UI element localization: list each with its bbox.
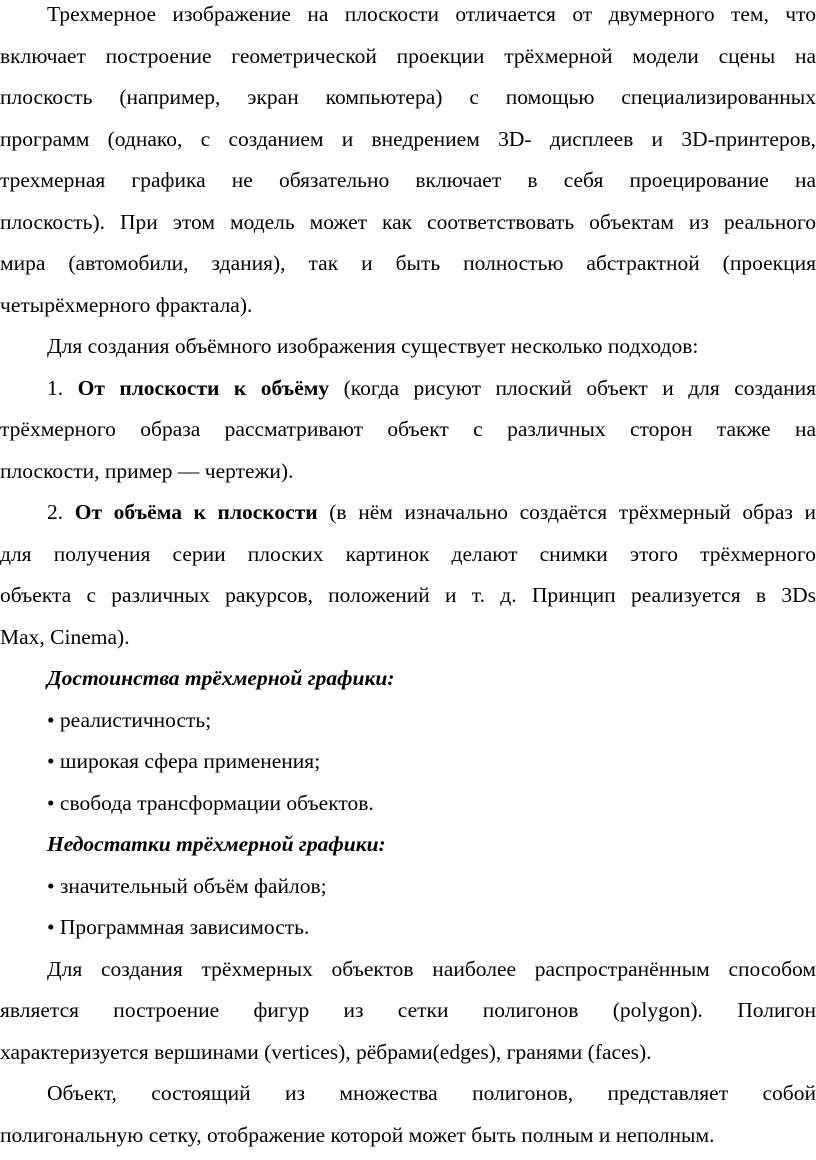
- text-line: Max, Cinema).: [0, 624, 130, 649]
- text-line: программ (однако, с созданием и внедрением 3D- дисплеев и 3D-принтеров,: [0, 126, 816, 151]
- text-line: плоскости, пример — чертежи).: [0, 458, 294, 483]
- disadvantages-heading: Недостатки трёхмерной графики:: [47, 832, 386, 856]
- disadvantage-item: • Программная зависимость.: [47, 915, 310, 939]
- list-item-1: [0, 368, 816, 493]
- item-number: 2.: [47, 500, 75, 524]
- advantage-item: • широкая сфера применения;: [47, 749, 321, 773]
- text-line: Объект, состоящий из множества полигонов, представляет собой: [47, 1081, 816, 1105]
- paragraph-approaches: Для создания объёмного изображения существует несколько подходов:: [47, 334, 699, 358]
- advantages-heading: Достоинства трёхмерной графики:: [47, 666, 395, 690]
- advantage-item: • реалистичность;: [47, 707, 212, 732]
- text-line: [0, 368, 816, 410]
- paragraph-mesh: [0, 1073, 816, 1156]
- text-line: трёхмерного образа рассматривают объект с различных сторон также на: [0, 417, 816, 441]
- paragraph-polygons: [0, 949, 816, 1074]
- text-line: плоскость (например, экран компьютера) с помощью специализированных: [0, 85, 816, 109]
- item-title: От объёма к плоскости: [74, 500, 318, 524]
- disadvantage-item: • значительный объём файлов;: [47, 873, 327, 898]
- text-line: для получения серии плоских картинок делают снимки этого трёхмерного: [0, 541, 816, 566]
- text-line: плоскость). При этом модель может как соответствовать объектам из реального: [0, 209, 816, 234]
- text-line: мира (автомобили, здания), так и быть полностью абстрактной (проекция: [0, 251, 816, 275]
- item-text: (когда рисуют плоский объект и для создания: [329, 375, 816, 400]
- paragraph-intro: [0, 0, 816, 326]
- text-line: Для создания трёхмерных объектов наиболее распространённым способом: [47, 956, 816, 981]
- item-number: 1.: [47, 375, 78, 400]
- item-text: (в нём изначально создаётся трёхмерный образ и: [317, 500, 816, 524]
- list-item-2: [0, 492, 816, 658]
- text-line: характеризуется вершинами (vertices), рёбрами(edges), гранями (faces).: [0, 1039, 652, 1064]
- text-line: объекта с различных ракурсов, положений и т. д. Принцип реализуется в 3Ds: [0, 583, 816, 607]
- text-line: четырёхмерного фрактала).: [0, 292, 253, 317]
- text-line: Трехмерное изображение на плоскости отличается от двумерного тем, что: [47, 2, 816, 26]
- item-title: От плоскости к объёму: [77, 375, 330, 400]
- text-line: является построение фигур из сетки полигонов (polygon). Полигон: [0, 998, 816, 1022]
- text-line: трехмерная графика не обязательно включает в себя проецирование на: [0, 168, 816, 192]
- text-line: [0, 492, 816, 534]
- text-line: включает построение геометрической проекции трёхмерной модели сцены на: [0, 43, 816, 68]
- text-line: полигональную сетку, отображение которой может быть полным и неполным.: [0, 1122, 715, 1147]
- advantage-item: • свобода трансформации объектов.: [47, 790, 374, 815]
